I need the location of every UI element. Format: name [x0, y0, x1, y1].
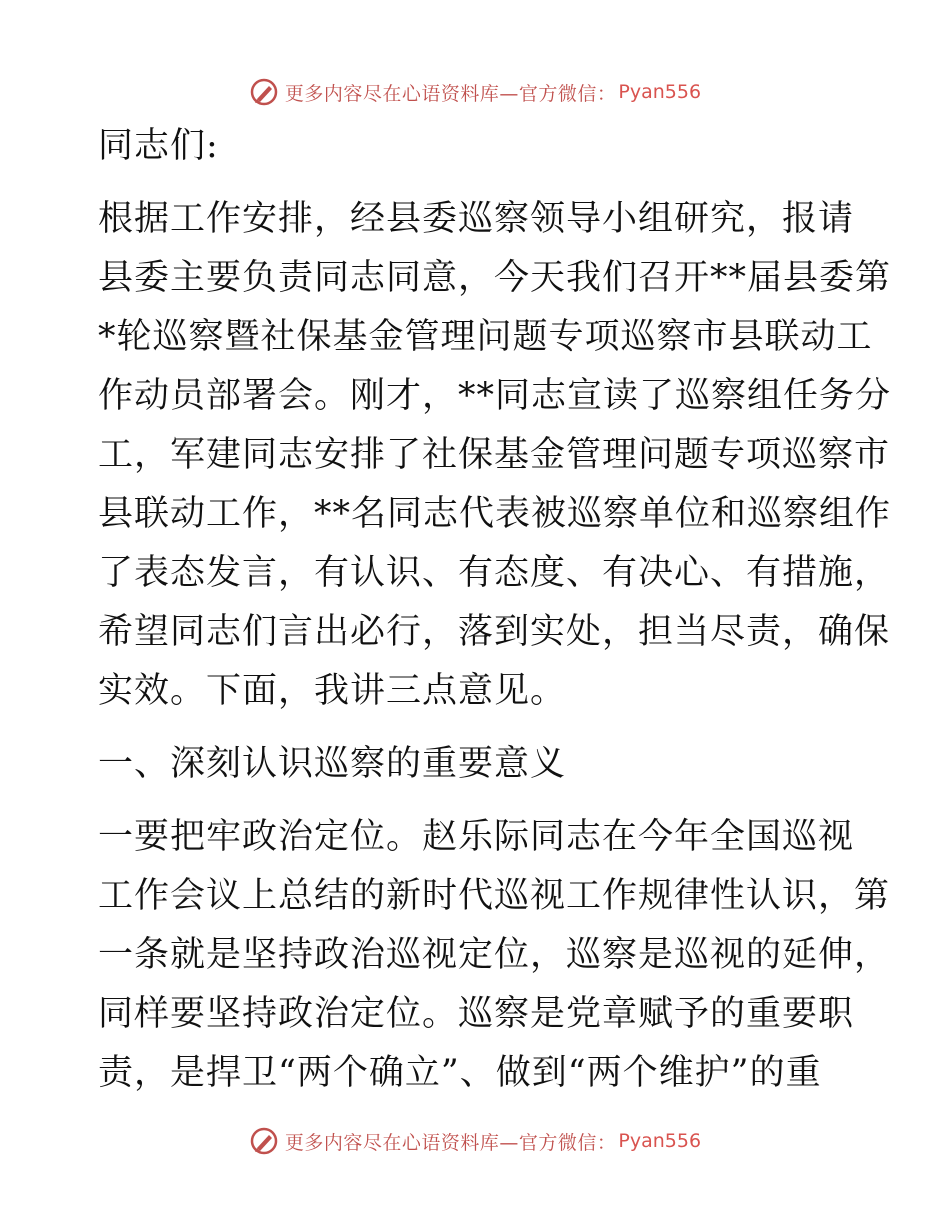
paragraph-line: 了表态发言，有认识、有态度、有决心、有措施， — [98, 553, 891, 593]
paragraph-line: 县联动工作，**名同志代表被巡察单位和巡察组作 — [98, 494, 892, 534]
paragraph-line: 作动员部署会。刚才，**同志宣读了巡察组任务分 — [98, 376, 892, 416]
paragraph-line: 一条就是坚持政治巡视定位，巡察是巡视的延伸， — [98, 935, 891, 975]
watermark-wechat-id: Pyan556 — [618, 81, 702, 103]
watermark-text: 更多内容尽在心语资料库—官方微信： — [284, 1131, 617, 1154]
paragraph-line: 实效。下面，我讲三点意见。 — [98, 671, 567, 711]
salutation: 同志们: — [98, 126, 219, 166]
paragraph-line: *轮巡察暨社保基金管理问题专项巡察市县联动工 — [98, 317, 873, 357]
watermark-text: 更多内容尽在心语资料库—官方微信： — [284, 82, 617, 105]
paragraph-line: 同样要坚持政治定位。巡察是党章赋予的重要职 — [98, 994, 855, 1034]
watermark-wechat-id: Pyan556 — [618, 1130, 702, 1152]
paragraph-line: 责，是捍卫“两个确立”、做到“两个维护”的重 — [98, 1053, 822, 1093]
section-heading: 一、深刻认识巡察的重要意义 — [98, 744, 567, 784]
paragraph-line: 一要把牢政治定位。赵乐际同志在今年全国巡视 — [98, 817, 855, 857]
paragraph-line: 工作会议上总结的新时代巡视工作规律性认识，第 — [98, 876, 891, 916]
header-watermark — [0, 72, 950, 112]
paragraph-line: 根据工作安排，经县委巡察领导小组研究，报请 — [98, 199, 855, 239]
paragraph-line: 县委主要负责同志同意，今天我们召开**届县委第 — [98, 258, 892, 298]
footer-watermark — [0, 1121, 950, 1161]
pen-circle-icon — [249, 77, 279, 107]
paragraph-line: 希望同志们言出必行，落到实处，担当尽责，确保 — [98, 612, 891, 652]
pen-circle-icon — [249, 1126, 279, 1156]
paragraph-line: 工，军建同志安排了社保基金管理问题专项巡察市 — [98, 435, 891, 475]
